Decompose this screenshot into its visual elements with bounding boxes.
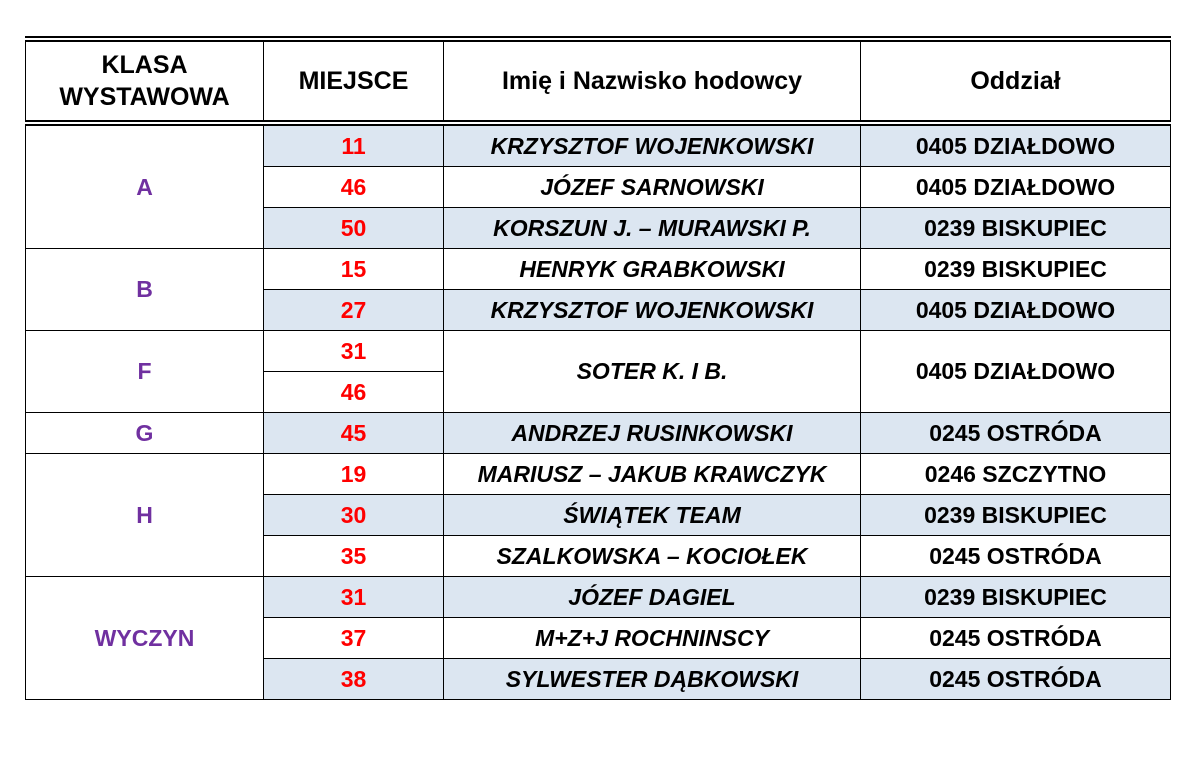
breeder-cell: MARIUSZ – JAKUB KRAWCZYK <box>444 454 861 495</box>
branch-cell: 0239 BISKUPIEC <box>861 577 1171 618</box>
branch-cell: 0245 OSTRÓDA <box>861 413 1171 454</box>
branch-cell: 0245 OSTRÓDA <box>861 536 1171 577</box>
header-row <box>26 39 1171 123</box>
breeder-cell: KORSZUN J. – MURAWSKI P. <box>444 208 861 249</box>
breeder-cell: KRZYSZTOF WOJENKOWSKI <box>444 290 861 331</box>
branch-cell: 0239 BISKUPIEC <box>861 495 1171 536</box>
breeder-cell: SYLWESTER DĄBKOWSKI <box>444 659 861 700</box>
header-klasa: KLASA WYSTAWOWA <box>26 39 264 123</box>
branch-cell: 0239 BISKUPIEC <box>861 208 1171 249</box>
header-miejsce: MIEJSCE <box>264 39 444 123</box>
place-cell: 15 <box>264 249 444 290</box>
branch-cell: 0405 DZIAŁDOWO <box>861 167 1171 208</box>
branch-cell: 0239 BISKUPIEC <box>861 249 1171 290</box>
header-oddzial: Oddział <box>861 39 1171 123</box>
branch-cell: 0405 DZIAŁDOWO <box>861 123 1171 167</box>
branch-cell: 0245 OSTRÓDA <box>861 618 1171 659</box>
branch-cell: 0245 OSTRÓDA <box>861 659 1171 700</box>
header-hodowca: Imię i Nazwisko hodowcy <box>444 39 861 123</box>
class-cell: G <box>26 413 264 454</box>
place-cell: 31 <box>264 577 444 618</box>
table-row <box>26 249 1171 290</box>
table-row <box>26 123 1171 167</box>
breeder-cell: ŚWIĄTEK TEAM <box>444 495 861 536</box>
class-cell: B <box>26 249 264 331</box>
table-row <box>26 331 1171 372</box>
table-row <box>26 413 1171 454</box>
place-cell: 31 <box>264 331 444 372</box>
place-cell: 11 <box>264 123 444 167</box>
branch-cell: 0405 DZIAŁDOWO <box>861 331 1171 413</box>
results-table <box>25 36 1171 700</box>
place-cell: 45 <box>264 413 444 454</box>
place-cell: 27 <box>264 290 444 331</box>
place-cell: 37 <box>264 618 444 659</box>
place-cell: 50 <box>264 208 444 249</box>
table-row <box>26 577 1171 618</box>
breeder-cell: SOTER K. I B. <box>444 331 861 413</box>
breeder-cell: ANDRZEJ RUSINKOWSKI <box>444 413 861 454</box>
breeder-cell: KRZYSZTOF WOJENKOWSKI <box>444 123 861 167</box>
breeder-cell: SZALKOWSKA – KOCIOŁEK <box>444 536 861 577</box>
place-cell: 35 <box>264 536 444 577</box>
place-cell: 46 <box>264 167 444 208</box>
place-cell: 46 <box>264 372 444 413</box>
breeder-cell: JÓZEF SARNOWSKI <box>444 167 861 208</box>
place-cell: 19 <box>264 454 444 495</box>
breeder-cell: HENRYK GRABKOWSKI <box>444 249 861 290</box>
table-row <box>26 454 1171 495</box>
place-cell: 38 <box>264 659 444 700</box>
branch-cell: 0246 SZCZYTNO <box>861 454 1171 495</box>
breeder-cell: JÓZEF DAGIEL <box>444 577 861 618</box>
class-cell: F <box>26 331 264 413</box>
class-cell: WYCZYN <box>26 577 264 700</box>
place-cell: 30 <box>264 495 444 536</box>
breeder-cell: M+Z+J ROCHNINSCY <box>444 618 861 659</box>
branch-cell: 0405 DZIAŁDOWO <box>861 290 1171 331</box>
class-cell: H <box>26 454 264 577</box>
class-cell: A <box>26 123 264 249</box>
